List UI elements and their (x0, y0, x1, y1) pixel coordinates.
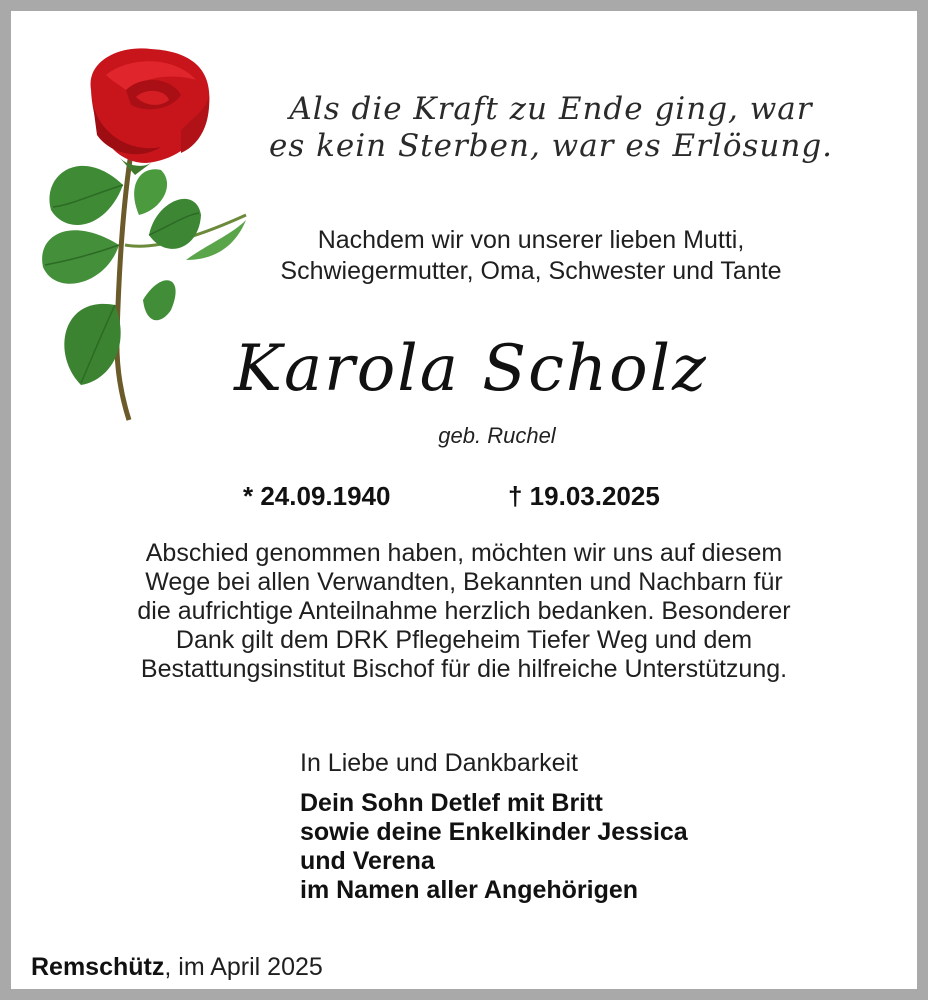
maiden-name: geb. Ruchel (438, 423, 556, 448)
motto-line-2: es kein Sterben, war es Erlösung. (268, 128, 834, 164)
place-date: , im April 2025 (164, 953, 323, 981)
motto-line-1: Als die Kraft zu Ende ging, war (289, 91, 813, 127)
intro-line-1: Nachdem wir von unserer lieben Mutti, (317, 226, 745, 254)
signer-line: und Verena (300, 847, 435, 875)
message-line: Abschied genommen haben, möchten wir uns auf diesem (145, 539, 783, 567)
thank-you-message (31, 539, 897, 684)
signer-line: im Namen aller Angehörigen (300, 876, 639, 904)
message-line: Dank gilt dem DRK Pflegeheim Tiefer Weg und dem (175, 626, 753, 654)
deceased-name: Karola Scholz (234, 332, 708, 406)
signer-line: Dein Sohn Detlef mit Britt (300, 789, 603, 817)
place-and-date (31, 953, 323, 982)
closing-phrase: In Liebe und Dankbarkeit (300, 749, 578, 777)
death-date: † 19.03.2025 (508, 481, 660, 511)
place-town: Remschütz (31, 953, 165, 981)
intro-line-2: Schwiegermutter, Oma, Schwester und Tante (280, 257, 782, 285)
motto-verse (211, 91, 891, 165)
obituary-card (11, 11, 917, 989)
message-line: Wege bei allen Verwandten, Bekannten und Nachbarn für (145, 568, 783, 596)
intro-text (191, 225, 871, 287)
signer-line: sowie deine Enkelkinder Jessica (300, 818, 688, 846)
signers-list (300, 789, 688, 905)
message-line: Bestattungsinstitut Bischof für die hilfreiche Unterstützung. (140, 655, 788, 683)
message-line: die aufrichtige Anteilnahme herzlich bedanken. Besonderer (137, 597, 791, 625)
birth-date: * 24.09.1940 (243, 481, 391, 511)
